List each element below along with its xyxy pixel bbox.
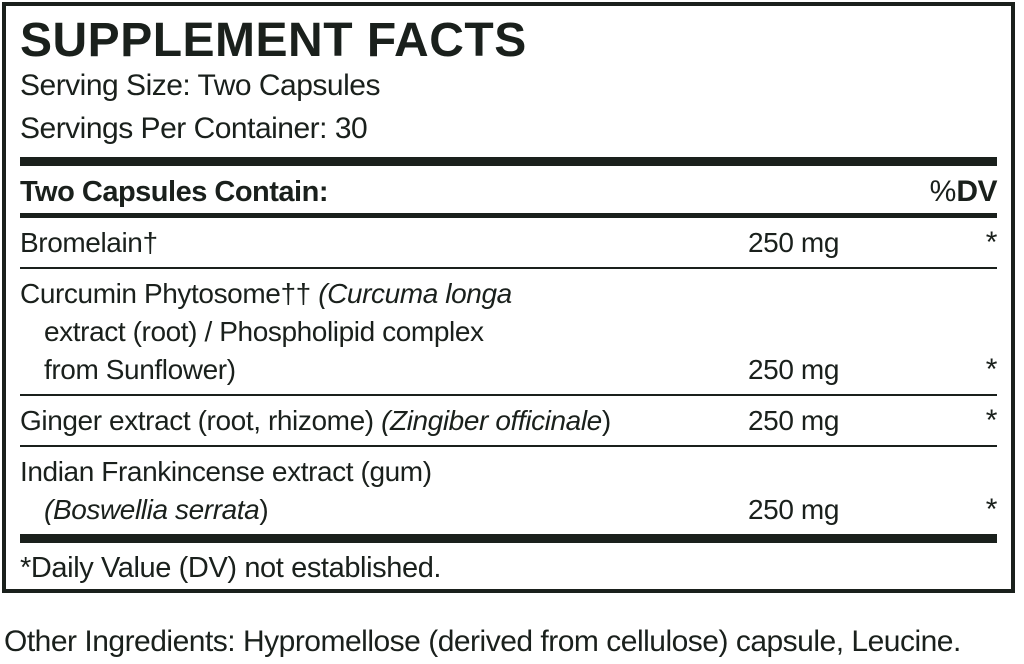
daily-value-footnote: *Daily Value (DV) not established. xyxy=(20,552,442,584)
ingredient-name-line xyxy=(20,491,748,529)
ingredient-dv: * xyxy=(985,226,997,259)
ingredient-text: ) xyxy=(259,494,269,525)
dv-label: DV xyxy=(956,175,997,208)
ingredient-dv: * xyxy=(985,353,997,386)
ingredient-row xyxy=(20,445,997,534)
serving-info xyxy=(20,64,997,150)
ingredient-row xyxy=(20,267,997,394)
ingredient-text: ) xyxy=(601,405,611,436)
ingredient-name xyxy=(20,453,748,529)
ingredient-text: Bromelain† xyxy=(20,227,158,258)
ingredient-name xyxy=(20,402,748,440)
botanical-name: (Zingiber officinale xyxy=(381,405,602,436)
botanical-name: Boswellia serrata xyxy=(52,494,260,525)
botanical-name: (Curcuma longa xyxy=(318,278,512,309)
percent-sign: % xyxy=(929,175,957,208)
ingredient-name-line xyxy=(20,224,748,262)
ingredient-text: Indian Frankincense extract (gum) xyxy=(20,456,432,487)
ingredient-name xyxy=(20,275,748,389)
ingredient-amount: 250 mg xyxy=(748,494,839,525)
serving-size-line: Serving Size: Two Capsules xyxy=(20,69,380,102)
ingredient-amount: 250 mg xyxy=(748,227,839,258)
supplement-facts-panel xyxy=(2,2,1015,593)
ingredient-name-line xyxy=(20,351,748,389)
ingredient-name-line xyxy=(20,313,748,351)
ingredient-text: Curcumin Phytosome†† xyxy=(20,278,319,309)
ingredient-amount: 250 mg xyxy=(748,405,839,436)
ingredient-name-line xyxy=(20,453,748,491)
ingredient-row xyxy=(20,218,997,267)
ingredient-amount: 250 mg xyxy=(748,354,839,385)
ingredient-text: from Sunflower) xyxy=(44,354,236,385)
ingredient-name-line xyxy=(20,402,748,440)
other-ingredients-note: Other Ingredients: Hypromellose (derived from cellulose) capsule, Leucine. xyxy=(4,625,961,658)
ingredient-row xyxy=(20,394,997,445)
ingredient-rows xyxy=(20,218,997,534)
ingredient-name xyxy=(20,224,748,262)
thick-divider-bottom xyxy=(20,534,997,543)
ingredient-text: Ginger extract (root, rhizome) xyxy=(20,405,382,436)
column-header-row xyxy=(20,166,997,213)
supplement-facts-title: SUPPLEMENT FACTS xyxy=(20,14,527,67)
ingredient-dv: * xyxy=(985,404,997,437)
ingredient-dv: * xyxy=(985,493,997,526)
percent-dv-header xyxy=(930,177,997,207)
botanical-name: ( xyxy=(44,494,53,525)
column-header-contains: Two Capsules Contain: xyxy=(20,176,328,208)
ingredient-text: extract (root) / Phospholipid complex xyxy=(44,316,484,347)
thick-divider-top xyxy=(20,157,997,166)
servings-per-container-line: Servings Per Container: 30 xyxy=(20,112,368,145)
ingredient-name-line xyxy=(20,275,748,313)
